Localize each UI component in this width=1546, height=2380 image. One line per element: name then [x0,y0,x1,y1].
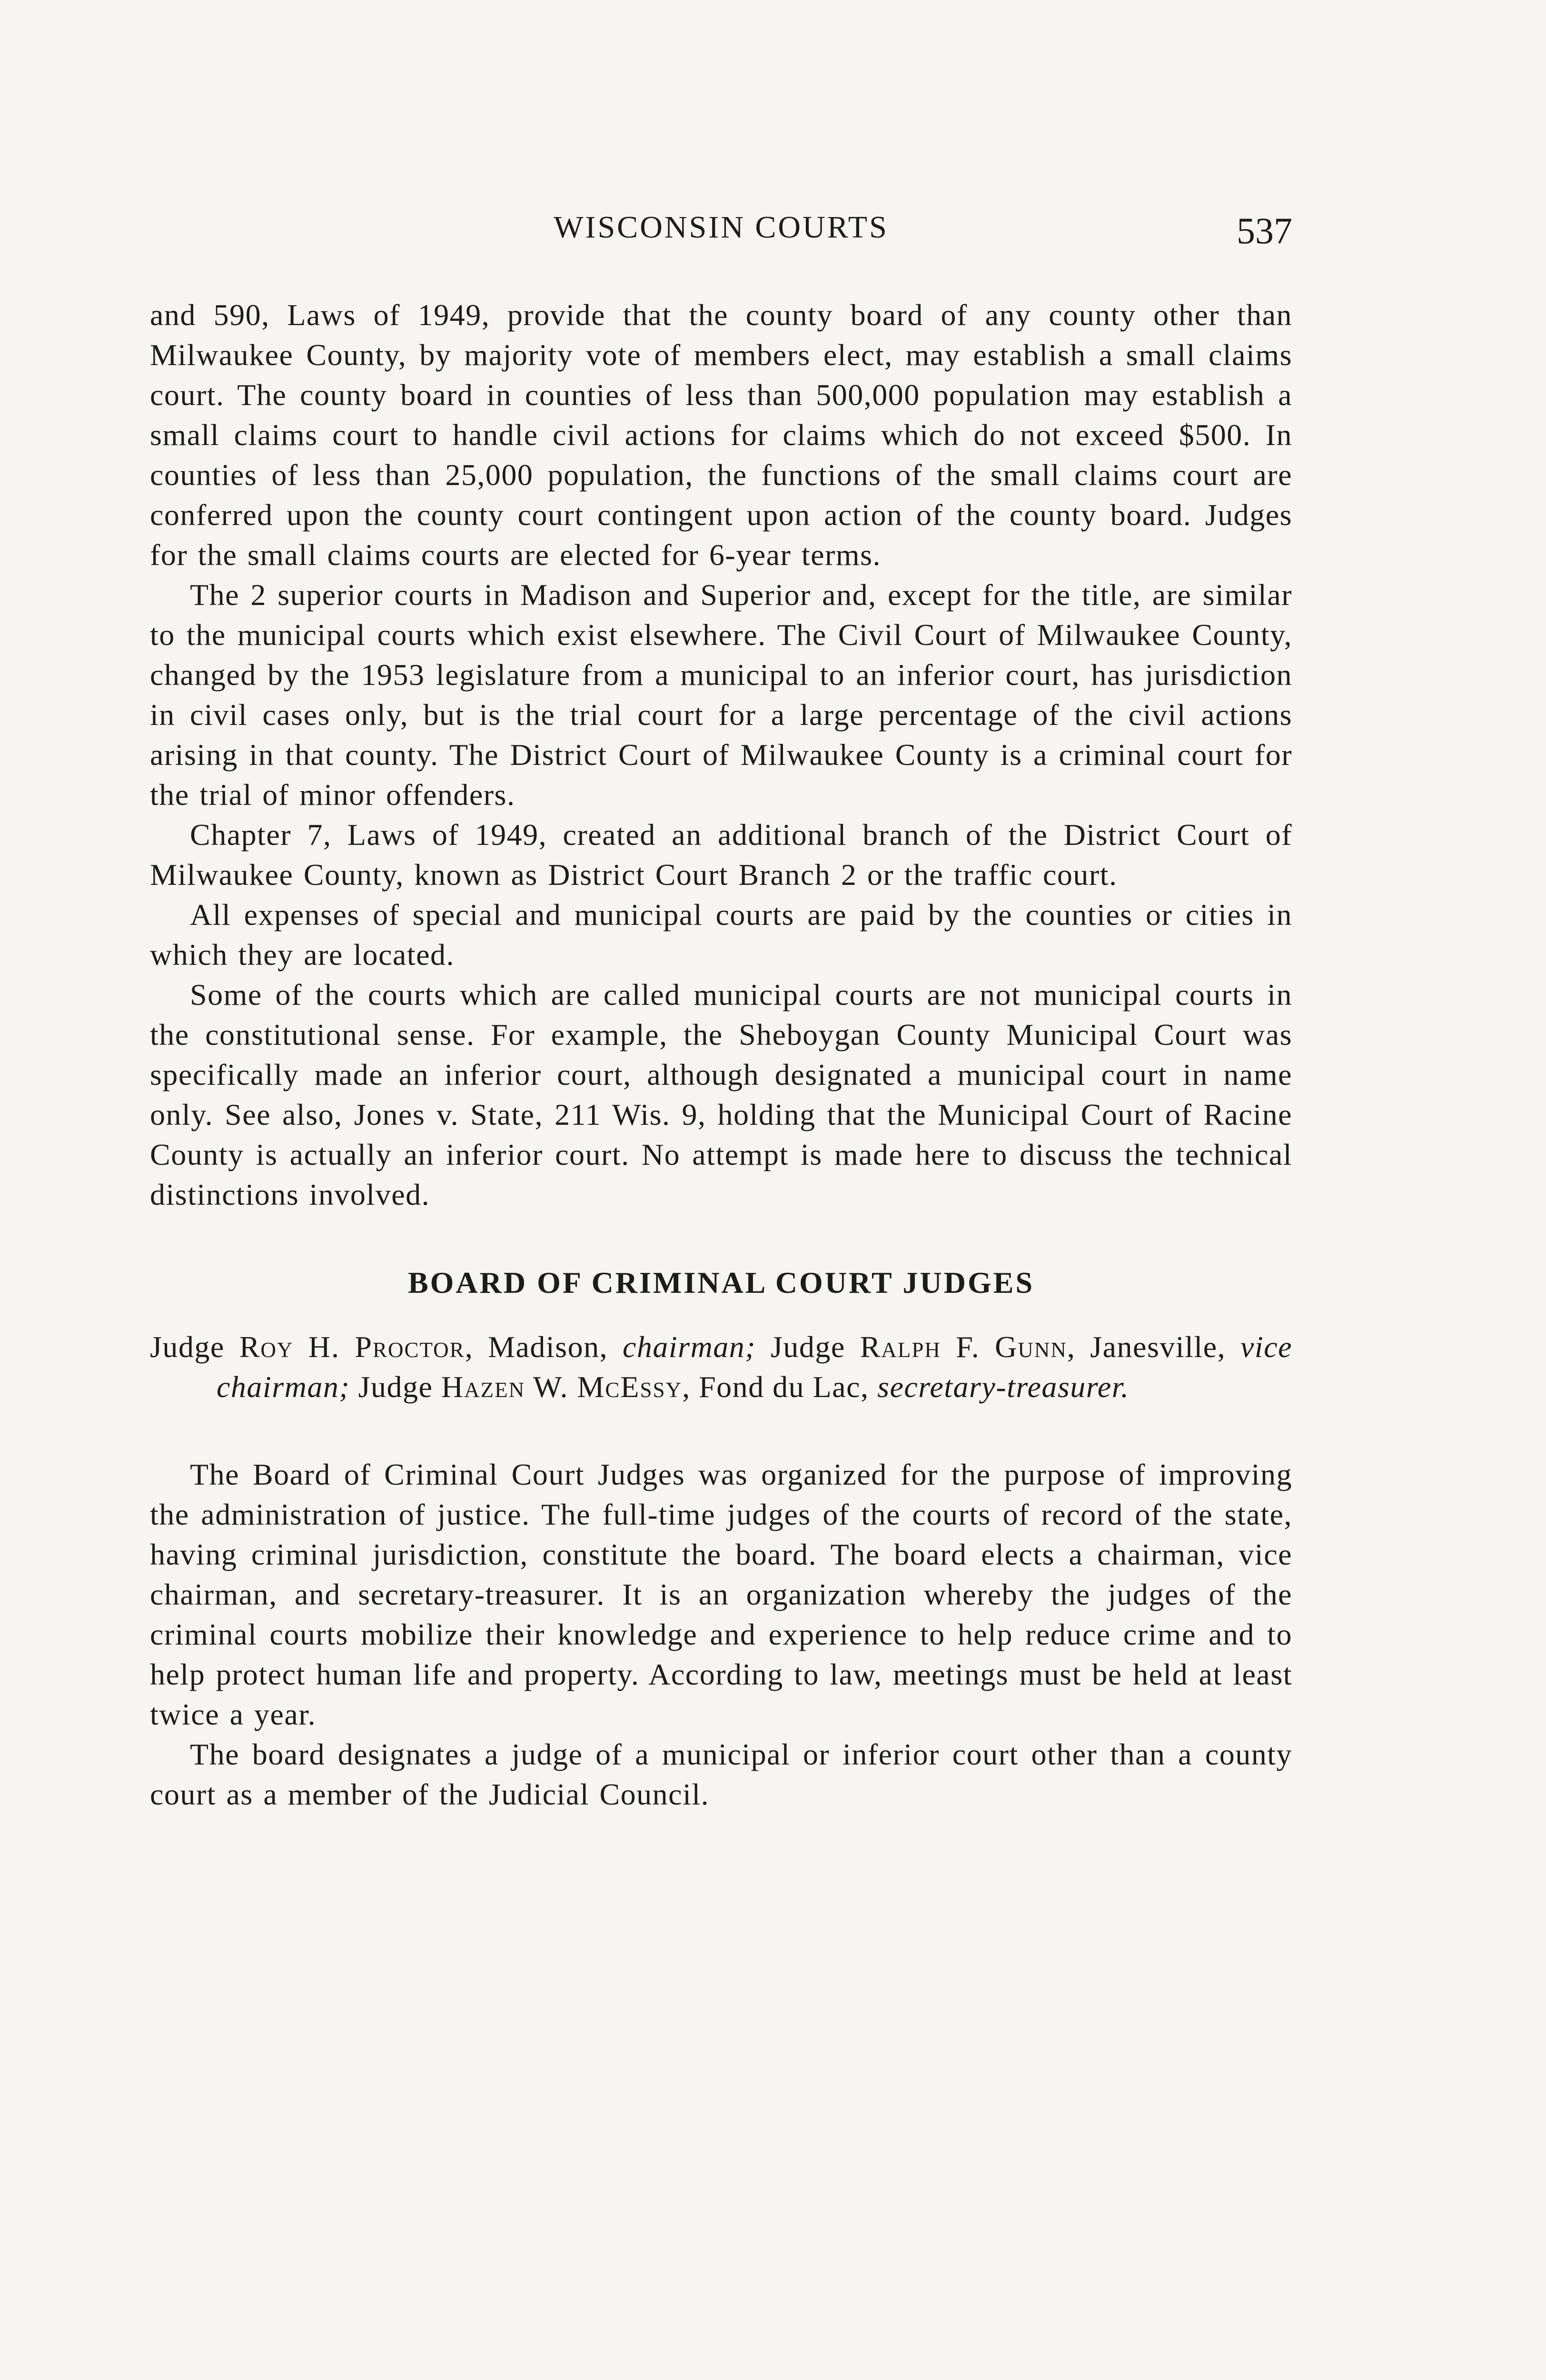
body-paragraph: All expenses of special and municipal courts are paid by the counties or cities in which they are located. [150,898,1292,972]
chairman-name: Roy H. Proctor [239,1330,465,1364]
running-header [150,209,1292,267]
secretary-treasurer-role: secretary-treasurer. [877,1370,1130,1404]
vice-chairman-role: vice chairman; [217,1330,1293,1404]
officers-list [150,1327,1292,1407]
body-paragraph: and 590, Laws of 1949, provide that the county board of any county other than Milwaukee County, by majority vote of members elect, may establish a small claims court. The county board in counties of less than 500,000 population may establish a small claims court to handle civil actions for claims which do not exceed $500. In counties of less than 25,000 population, the functions of the small claims court are conferred upon the county court contingent upon action of the county board. Judges for the small claims courts are elected for 6-year terms. [150,298,1292,572]
vice-chairman-name: Ralph F. Gunn [860,1330,1067,1364]
body-paragraph: The 2 superior courts in Madison and Superior and, except for the title, are similar to the municipal courts which exist elsewhere. The Civil Court of Milwaukee County, changed by the 1953 legislature from a municipal to an inferior court, has jurisdiction in civil cases only, but is the trial court for a large percentage of the civil actions arising in that county. The District Court of Milwaukee County is a criminal court for the trial of minor offenders. [150,578,1292,812]
judge-prefix: Judge [150,1330,225,1364]
judge-prefix: Judge [771,1330,845,1364]
judge-prefix: Judge [358,1370,433,1404]
chairman-city: , Madison, [465,1330,608,1364]
section-heading: BOARD OF CRIMINAL COURT JUDGES [407,1266,1035,1299]
document-page [150,209,1292,1815]
page-number: 537 [1237,210,1292,251]
secretary-treasurer-name: Hazen W. McEssy [441,1370,683,1404]
vice-chairman-city: , Janesville, [1067,1330,1226,1364]
running-title: WISCONSIN COURTS [554,210,889,245]
body-paragraph: Some of the courts which are called municipal courts are not municipal courts in the constitutional sense. For example, the Sheboygan County Municipal Court was specifically made an inferior court, although designated a municipal court in name only. See also, Jones v. State, 211 Wis. 9, holding that the Municipal Court of Racine County is actually an inferior court. No attempt is made here to discuss the technical distinctions involved. [150,978,1292,1211]
chairman-role: chairman; [622,1330,756,1364]
body-paragraph: Chapter 7, Laws of 1949, created an additional branch of the District Court of Milwaukee County, known as District Court Branch 2 or the traffic court. [150,818,1292,892]
secretary-treasurer-city: , Fond du Lac, [682,1370,869,1404]
body-paragraph: The board designates a judge of a municipal or inferior court other than a county court as a member of the Judicial Council. [150,1737,1292,1811]
body-paragraph: The Board of Criminal Court Judges was organized for the purpose of improving the administration of justice. The full-time judges of the courts of record of the state, having criminal jurisdiction, constitute the board. The board elects a chairman, vice chairman, and secretary-treasurer. It is an organization whereby the judges of the criminal courts mobilize their knowledge and experience to help reduce crime and to help protect human life and property. According to law, meetings must be held at least twice a year. [150,1458,1292,1731]
